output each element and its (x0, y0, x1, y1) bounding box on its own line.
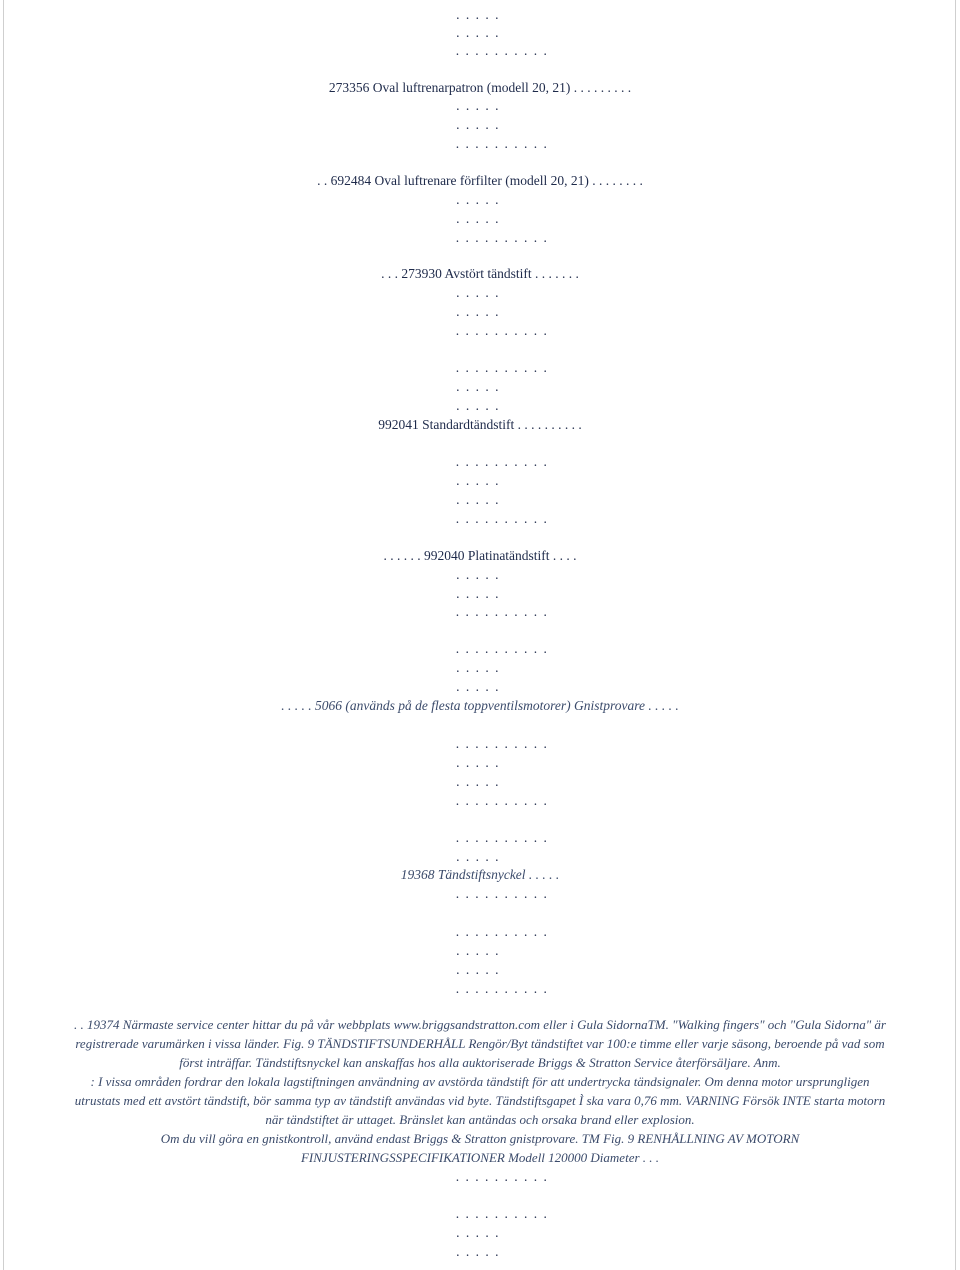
dot-leader: . . . . . (456, 304, 500, 319)
dot-leader: . . . . . (456, 660, 500, 675)
dot-leader: . . . . . . . . . . (455, 886, 549, 901)
dot-leader: . . . . . . . . . . (455, 454, 549, 469)
body-text-line: utrustats med ett avstört tändstift, bör samma typ av tändstift användas vid byte. Tändstiftsgapet Ì ska vara 0,76 mm. VARNING Försök INTE starta motorn (74, 1093, 886, 1108)
dot-leader: . . . . . . . . . . (455, 511, 549, 526)
body-text-line: först inträffar. Tändstiftsnyckel kan anskaffas hos alla auktoriserade Briggs & Stratton Service återförsäljare. Anm. (179, 1055, 781, 1070)
dot-leader: . . . . . (456, 285, 500, 300)
dot-leader: . . . . . . . . . . (455, 230, 549, 245)
dot-leader: . . . . . (456, 755, 500, 770)
body-text-line: när tändstiftet är uttaget. Bränslet kan antändas och orsaka brand eller explosion. (265, 1112, 695, 1127)
dot-leader: . . . . . . . . . . (455, 1206, 549, 1221)
dot-leader: . . . . . . . . . . (455, 43, 549, 58)
parts-entry-5066: . . . . . 5066 (används på de flesta toppventilsmotorer) Gnistprovare . . . . . (281, 698, 679, 713)
dot-leader: . . . . . . . . . . (455, 604, 549, 619)
dot-leader: . . . . . (456, 1225, 500, 1240)
body-text-line: registrerade varumärken i vissa länder. Fig. 9 TÄNDSTIFTSUNDERHÅLL Rengör/Byt tändstiftet var 100:e timme eller varje säsong, beroende på vad som (75, 1036, 885, 1051)
dot-leader: . . . . . (456, 943, 500, 958)
dot-leader: . . . . . . . . . . (455, 641, 549, 656)
dot-leader: . . . . . (456, 962, 500, 977)
parts-entry-992041: 992041 Standardtändstift . . . . . . . . . . (378, 417, 582, 432)
dot-leader: . . . . . (456, 679, 500, 694)
dot-leader: . . . . . . . . . . (455, 924, 549, 939)
body-text-line: FINJUSTERINGSSPECIFIKATIONER Modell 120000 Diameter . . . (300, 1150, 660, 1165)
dot-leader: . . . . . . . . . . (455, 981, 549, 996)
dot-leader: . . . . . (456, 567, 500, 582)
dot-leader: . . . . . (456, 849, 500, 864)
parts-entry-992040: . . . . . . 992040 Platinatändstift . . . . (383, 548, 577, 563)
parts-entry-273356: 273356 Oval luftrenarpatron (modell 20, 21) . . . . . . . . . (328, 80, 632, 95)
dot-leader: . . . . . (456, 492, 500, 507)
dot-leader: . . . . . . . . . . (455, 793, 549, 808)
body-text-line: Om du vill göra en gnistkontroll, använd endast Briggs & Stratton gnistprovare. TM Fig. 9 RENHÅLLNING AV MOTORN (160, 1131, 800, 1146)
parts-entry-19368: 19368 Tändstiftsnyckel . . . . . (400, 867, 560, 882)
dot-leader: . . . . . (456, 398, 500, 413)
dot-leader: . . . . . (456, 98, 500, 113)
dot-leader: . . . . . (456, 7, 500, 22)
parts-entry-273930: . . . 273930 Avstört tändstift . . . . . . . (381, 266, 579, 281)
dot-leader: . . . . . (456, 379, 500, 394)
body-text-line: . . 19374 Närmaste service center hittar du på vår webbplats www.briggsandstratton.com eller i Gula SidornaTM. "Walking fingers" och "Gula Sidorna" är (74, 1017, 886, 1032)
dot-leader: . . . . . . . . . . (455, 360, 549, 375)
dot-leader: . . . . . . . . . . (455, 830, 549, 845)
dot-leader: . . . . . . . . . . (455, 323, 549, 338)
dot-leader: . . . . . . . . . . (455, 136, 549, 151)
dot-leader: . . . . . (456, 25, 500, 40)
parts-entry-692484: . . 692484 Oval luftrenare förfilter (modell 20, 21) . . . . . . . . (317, 173, 643, 188)
dot-leader: . . . . . (456, 774, 500, 789)
dot-leader: . . . . . (456, 1244, 500, 1259)
dot-leader: . . . . . (456, 117, 500, 132)
dot-leader: . . . . . . . . . . (455, 1169, 549, 1184)
dot-leader: . . . . . . . . . . (455, 736, 549, 751)
body-text-line: : I vissa områden fordrar den lokala lagstiftningen användning av avstörda tändstift för att undertrycka tändsignaler. Om denna motor ursprungligen (90, 1074, 870, 1089)
dot-leader: . . . . . (456, 473, 500, 488)
dot-leader: . . . . . (456, 192, 500, 207)
dot-leader: . . . . . (456, 586, 500, 601)
dot-leader: . . . . . (456, 211, 500, 226)
